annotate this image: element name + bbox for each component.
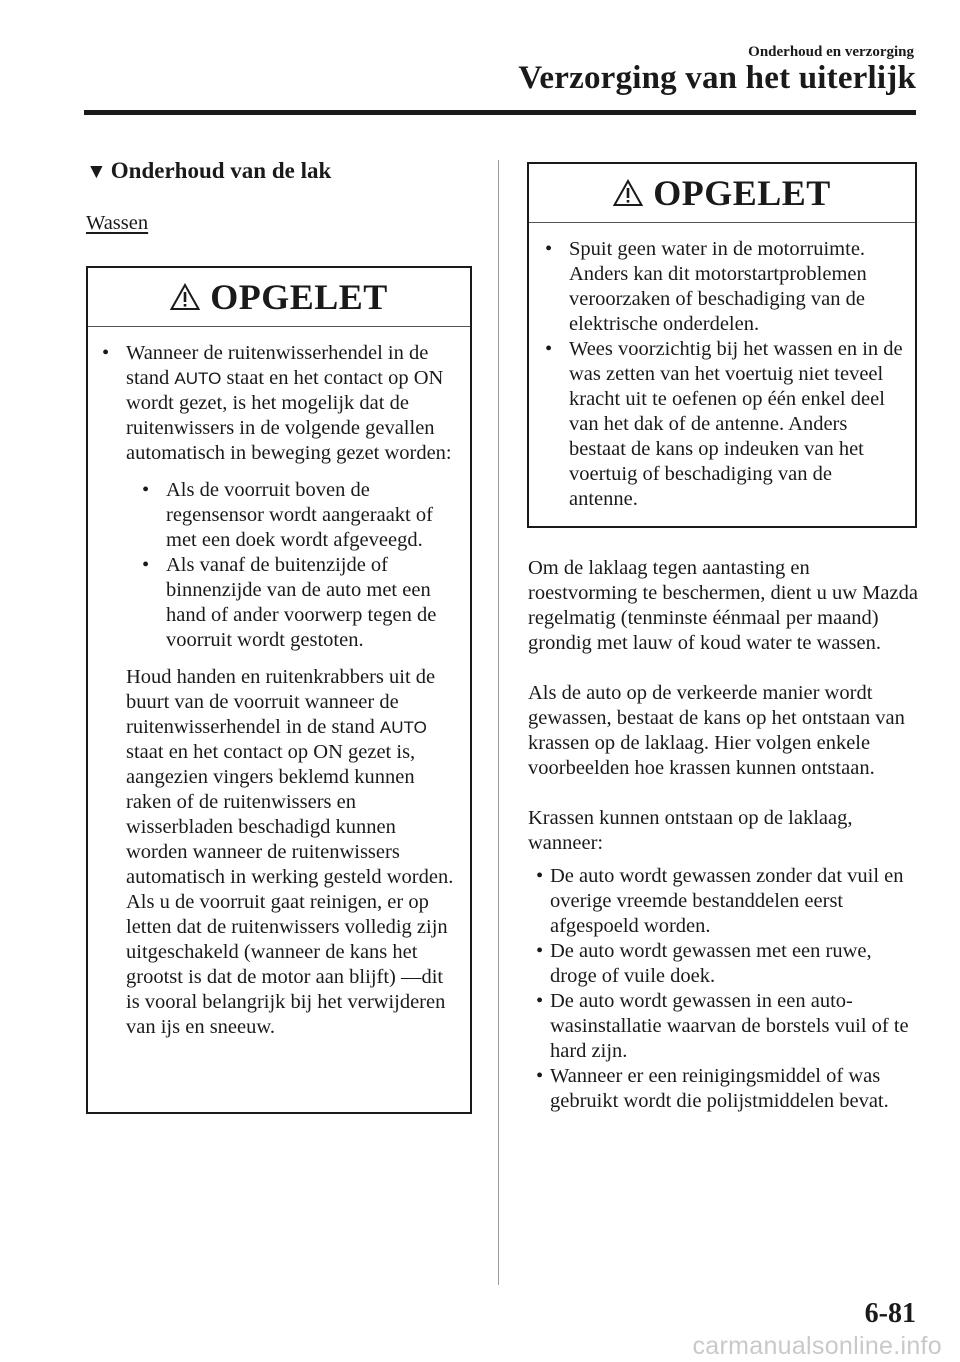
caution-paragraph-second: Als u de voorruit gaat reinigen, er op letten dat de ruitenwissers volledig zijn uitgeschakeld (wanneer de kans het grootst is dat de motor aan blijft) —dit is vooral belangrijk bij het verwijderen van ijs en sneeuw. xyxy=(126,891,448,1038)
caution-title: OPGELET xyxy=(653,173,831,213)
caution-content xyxy=(88,327,470,1040)
paragraph: Krassen kunnen ontstaan op de laklaag, wanneer: xyxy=(528,807,853,854)
header-rule xyxy=(84,110,916,115)
bullet-icon: • xyxy=(536,940,544,962)
caution-box-left xyxy=(86,266,472,1114)
column-divider xyxy=(498,160,499,1285)
section-heading xyxy=(86,158,331,184)
section-heading-text: Onderhoud van de lak xyxy=(110,158,332,183)
warning-triangle-icon xyxy=(613,179,643,207)
triangle-marker-icon: ▼ xyxy=(86,159,107,183)
caution-paragraph: Houd handen en ruitenkrabbers uit de buurt van de voorruit wanneer de ruitenwisserhendel in de stand AUTO staat en het contact op ON gezet is, aangezien vingers beklemd kunnen raken of de ruitenwissers en wisserbladen beschadigd kunnen worden wanneer de ruitenwissers automatisch in werking gesteld worden. Als u de voorruit gaat reinigen, er op letten dat de ruitenwissers volledig zijn uitgeschakeld (wanneer de kans het grootst is dat de motor aan blijft) —dit is vooral belangrijk bij het verwijderen van ijs en sneeuw. xyxy=(102,665,460,1040)
bullet-icon: • xyxy=(545,338,553,360)
list-item: • De auto wordt gewassen in een auto-wasinstallatie waarvan de borstels vuil of te hard zijn. xyxy=(536,990,909,1062)
bullet-icon: • xyxy=(142,479,150,501)
caution-header xyxy=(529,164,915,223)
caution-item: • Wees voorzichtig bij het wassen en in de was zetten van het voertuig niet teveel kracht uit te oefenen op één enkel deel van het dak of de antenne. Anders bestaat de kans op indeuken van het voertuig of beschadiging van de antenne. xyxy=(545,338,903,510)
bullet-icon: • xyxy=(545,238,553,260)
bullet-list xyxy=(528,864,918,1114)
paragraph: Om de laklaag tegen aantasting en roestvorming te beschermen, dient u uw Mazda regelmatig (tenminste éénmaal per maand) grondig met lauw of koud water te wassen. xyxy=(528,557,918,654)
subheading: Wassen xyxy=(86,212,149,234)
bullet-icon: • xyxy=(102,342,110,364)
body-text-right xyxy=(528,556,918,1114)
auto-mode-label: AUTO xyxy=(379,718,427,737)
running-header-section: Onderhoud en verzorging xyxy=(748,44,914,60)
caution-header xyxy=(88,268,470,327)
bullet-icon: • xyxy=(142,554,150,576)
auto-mode-label: AUTO xyxy=(174,369,222,388)
bullet-icon: • xyxy=(536,865,544,887)
caution-item: • Wanneer de ruitenwisserhendel in de stand AUTO staat en het contact op ON wordt gezet, is het mogelijk dat de ruitenwissers in de volgende gevallen automatisch in beweging gezet worden: xyxy=(102,342,452,464)
caution-subitem: • Als de voorruit boven de regensensor wordt aangeraakt of met een doek wordt afgeveegd. xyxy=(142,479,433,551)
caution-content xyxy=(529,223,915,512)
warning-triangle-icon xyxy=(170,283,200,311)
page-number: 6-81 xyxy=(864,1298,916,1329)
bullet-icon: • xyxy=(536,990,544,1012)
caution-box-right xyxy=(527,162,917,528)
list-item: • De auto wordt gewassen zonder dat vuil en overige vreemde bestanddelen eerst afgespoeld worden. xyxy=(536,865,904,937)
caution-title: OPGELET xyxy=(210,277,388,317)
watermark: carmanualsonline.info xyxy=(692,1332,942,1360)
caution-subitems xyxy=(102,478,460,653)
caution-subitem: • Als vanaf de buitenzijde of binnenzijde van de auto met een hand of ander voorwerp tegen de voorruit wordt gestoten. xyxy=(142,554,437,651)
list-item: • Wanneer er een reinigingsmiddel of was gebruikt wordt die polijstmiddelen bevat. xyxy=(536,1065,889,1112)
caution-item: • Spuit geen water in de motorruimte. Anders kan dit motorstartproblemen veroorzaken of beschadiging van de elektrische onderdelen. xyxy=(545,238,867,335)
running-header-title: Verzorging van het uiterlijk xyxy=(518,60,916,96)
list-item: • De auto wordt gewassen met een ruwe, droge of vuile doek. xyxy=(536,940,872,987)
bullet-icon: • xyxy=(536,1065,544,1087)
paragraph: Als de auto op de verkeerde manier wordt gewassen, bestaat de kans op het ontstaan van krassen op de laklaag. Hier volgen enkele voorbeelden hoe krassen kunnen ontstaan. xyxy=(528,682,905,779)
